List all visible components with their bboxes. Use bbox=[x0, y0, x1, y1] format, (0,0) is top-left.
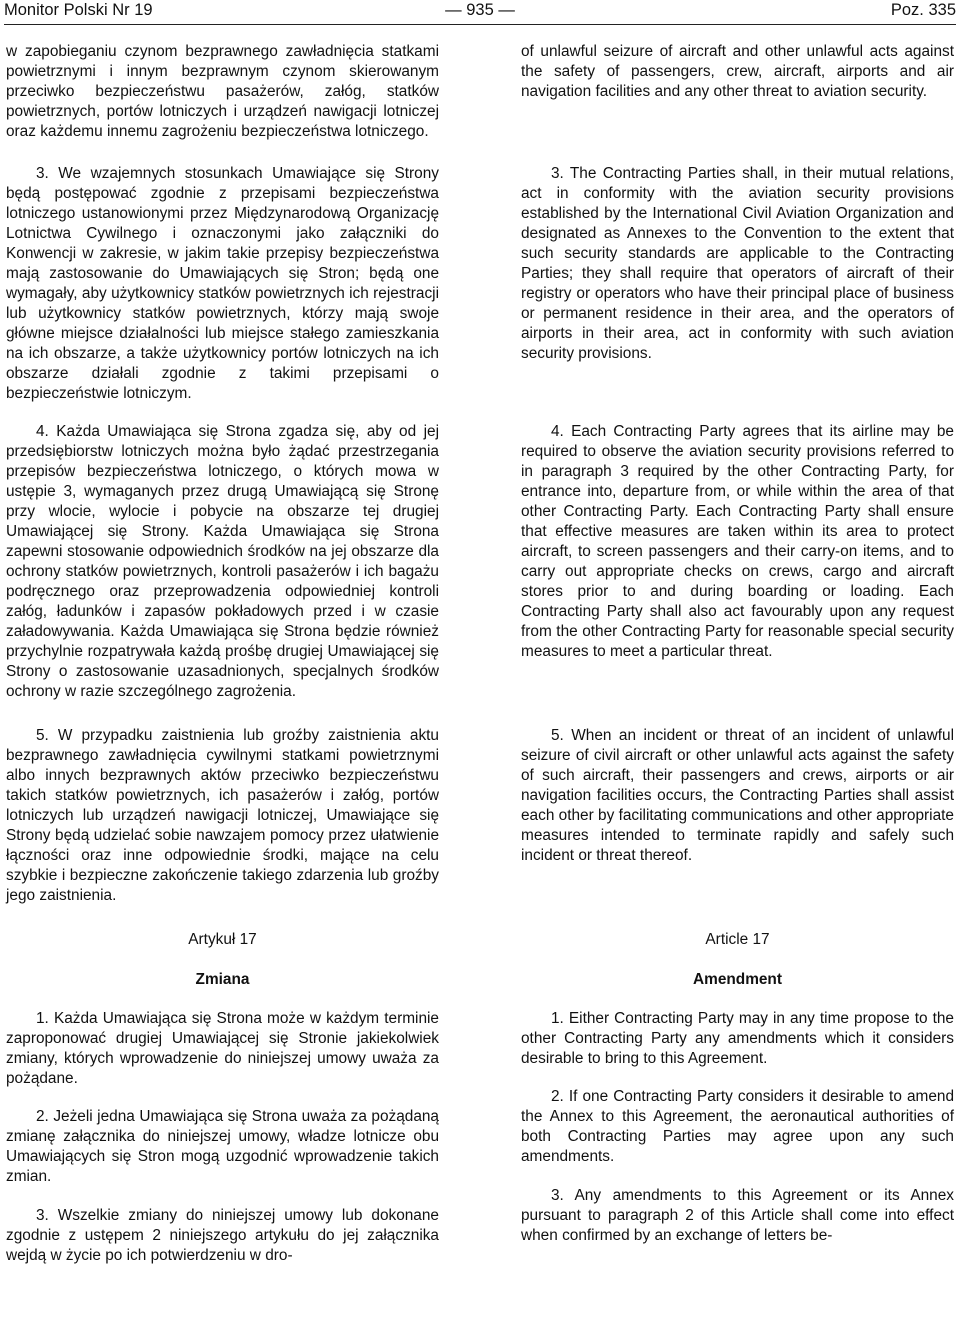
item-number: Poz. 335 bbox=[890, 1, 956, 19]
paragraph-3: 3. The Contracting Parties shall, in their mutual relations, act in conformity with the aviation security provisions established by the International Civil Aviation Organization and designated as Annexes to the Convention to the extent that such security standards are applicable to the Contracting Parties; they shall require that operators of aircraft of their registry or operators who have their principal place of business or permanent residence in their area, and the operators of airports in their area, act in conformity with such aviation security provisions. bbox=[521, 165, 954, 362]
paragraph-4: 4. Każda Umawiająca się Strona zgadza się, aby od jej przedsiębiorstw lotniczych można było żądać przestrzegania przepisów bezpieczeństwa lotniczego, o których mowa w ustępie 3, wymaganych przez drugą Umawiającą się Stronę przy wlocie, wylocie i pobycie na obszarze tej drugiej Umawiającej się Strony. Każda Umawiająca się Strona zapewni stosowanie odpowiednich środków na jej obszarze dla ochrony statków powietrznych, kontroli pasażerów i ich bagażu podręcznego oraz przeprowadzenia odpowiedniej kontroli załóg, ładunków i zapasów pokładowych przed i w czasie załadowywania. Każda Umawiająca się Strona będzie również przychylnie rozpatrywała każdą prośbę drugiej Umawiającej się Strony o zastosowanie uzasadnionych, specjalnych środków ochrony w razie szczególnego zagrożenia. bbox=[6, 423, 439, 700]
article-title: Artykuł 17 bbox=[188, 931, 257, 948]
page-number: — 935 — bbox=[445, 1, 515, 19]
paragraph-3: 3. We wzajemnych stosunkach Umawiające się Strony będą postępować zgodnie z przepisami bezpieczeństwa lotniczego ustanowionymi przez Międzynarodową Organizację Lotnictwa Cywilnego i oznaczonymi jako załączniki do Konwencji w zakresie, w jakim takie przepisy bezpieczeństwa mają zastosowanie do Umawiających się Stron; będą one wymagały, aby użytkownicy statków powietrznych ich rejestracji lub użytkownicy statków powietrznych, którzy mają swoje główne miejsce działalności lub miejsce stałego zamieszkania na ich obszarze, a także użytkownicy portów lotniczych na ich obszarze działali zgodnie z takimi przepisami o bezpieczeństwie lotniczym. bbox=[6, 165, 439, 402]
article-subtitle: Amendment bbox=[693, 971, 782, 988]
page-header bbox=[4, 0, 956, 25]
article-paragraph-2: 2. Jeżeli jedna Umawiająca się Strona uważa za pożądaną zmianę załącznika do niniejszej umowy, władze lotnicze obu Umawiających się Stron mogą uzgodnić wprowadzenie takich zmian. bbox=[6, 1108, 439, 1185]
paragraph-5: 5. W przypadku zaistnienia lub groźby zaistnienia aktu bezprawnego zawładnięcia cywilnymi statkami powietrznymi albo innych bezprawnych aktów przeciwko bezpieczeństwu takich statków powietrznych, ich pasażerów i załóg, portów lotniczych lub urządzeń nawigacji lotniczej, Umawiające się Strony będą udzielać sobie nawzajem pomocy przez ułatwienie łączności oraz inne odpowiednie środki, mające na celu szybkie i bezpieczne zakończenie takiego zdarzenia lub groźby jego zaistnienia. bbox=[6, 727, 439, 904]
paragraph-5: 5. When an incident or threat of an incident of unlawful seizure of civil aircraft or other unlawful acts against the safety of such aircraft, their passengers and crews, airports or air navigation facilities occurs, the Contracting Parties shall assist each other by facilitating communications and other appropriate measures intended to terminate rapidly and safely such incident or threat thereof. bbox=[521, 727, 954, 864]
polish-column bbox=[6, 42, 439, 1266]
article-paragraph-1: 1. Either Contracting Party may in any time propose to the other Contracting Party any amendments which it considers desirable to bring to this Agreement. bbox=[521, 1010, 954, 1067]
article-title: Article 17 bbox=[705, 931, 770, 948]
article-subtitle: Zmiana bbox=[195, 971, 250, 988]
article-paragraph-1: 1. Każda Umawiająca się Strona może w każdym terminie zaproponować drugiej Umawiającej się Stronie jakiekolwiek zmiany, których wprowadzenie do niniejszej umowy uważa za pożądane. bbox=[6, 1010, 439, 1087]
article-paragraph-3: 3. Any amendments to this Agreement or its Annex pursuant to paragraph 2 of this Article shall come into effect when confirmed by an exchange of letters be- bbox=[521, 1187, 954, 1244]
paragraph-continuation: of unlawful seizure of aircraft and other unlawful acts against the safety of passengers, crew, aircraft, airports and air navigation facilities and any other threat to aviation security. bbox=[521, 43, 954, 100]
publication-name: Monitor Polski Nr 19 bbox=[4, 1, 153, 19]
article-paragraph-2: 2. If one Contracting Party considers it desirable to amend the Annex to this Agreement, the aeronautical authorities of both Contracting Parties may agree upon any such amendments. bbox=[521, 1088, 954, 1165]
article-paragraph-3: 3. Wszelkie zmiany do niniejszej umowy lub dokonane zgodnie z ustępem 2 niniejszego artykułu do jej załącznika wejdą w życie po ich potwierdzeniu w dro- bbox=[6, 1207, 439, 1264]
paragraph-continuation: w zapobieganiu czynom bezprawnego zawładnięcia statkami powietrznymi i innym bezprawnym czynom skierowanym przeciwko bezpieczeństwu pasażerów, załóg, statków powietrznych, portów lotniczych i urządzeń nawigacji lotniczej oraz każdemu innemu zagrożeniu bezpieczeństwa lotniczego. bbox=[6, 43, 439, 140]
english-column bbox=[521, 42, 954, 1246]
paragraph-4: 4. Each Contracting Party agrees that its airline may be required to observe the aviation security provisions referred to in paragraph 3 required by the other Contracting Party, for entrance into, departure from, or while within the area of that other Contracting Party. Each Contracting Party shall ensure that effective measures are taken within its area to protect aircraft, to screen passengers and their carry-on items, and to carry out appropriate checks on crews, cargo and aircraft stores prior to and during boarding or loading. Each Contracting Party shall also act favourably upon any request from the other Contracting Party for reasonable special security measures to meet a particular threat. bbox=[521, 423, 954, 660]
